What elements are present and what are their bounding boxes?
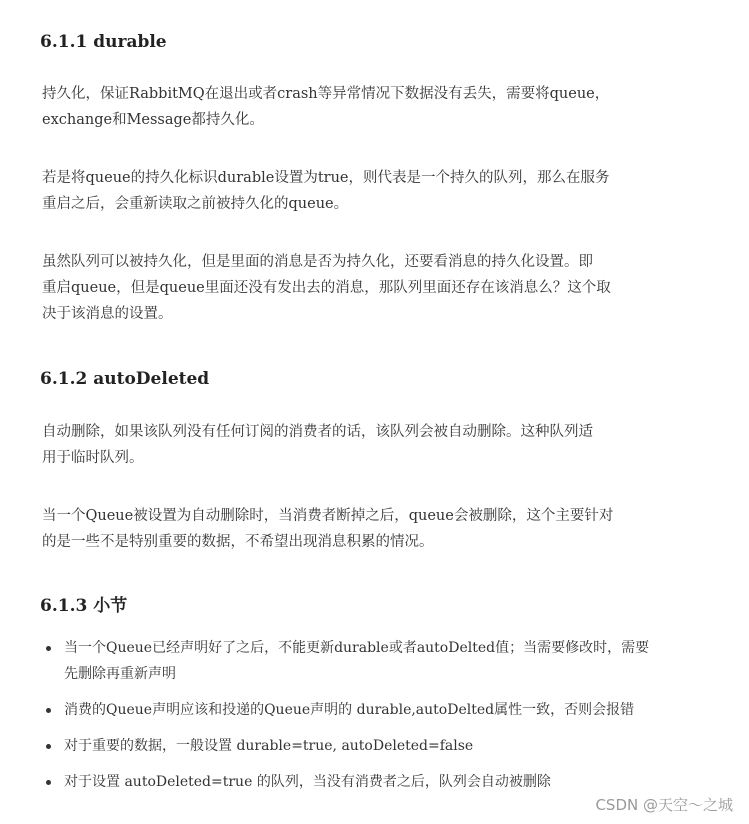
heading-summary: 6.1.3 小节 [40,596,128,616]
text-line: 若是将queue的持久化标识durable设置为true，则代表是一个持久的队列，那么在服务 [42,170,610,186]
paragraph-durable-message [42,249,702,327]
bullet-dot-icon [46,744,51,749]
text-line: 对于重要的数据，一般设置 durable=true, autoDeleted=false [64,738,474,754]
list-item [64,769,704,795]
text-line: 的是一些不是特别重要的数据，不希望出现消息积累的情况。 [42,534,434,550]
text-line: 持久化，保证RabbitMQ在退出或者crash等异常情况下数据没有丢失，需要将queue， [42,86,610,102]
bullet-dot-icon [46,780,51,785]
paragraph-autodeleted-detail [42,503,702,555]
text-line: 先删除再重新声明 [64,666,176,682]
list-item [64,733,704,759]
text-line: 当一个Queue已经声明好了之后，不能更新durable或者autoDelted值；当需要修改时，需要 [64,640,650,656]
text-line: 重启queue，但是queue里面还没有发出去的消息，那队列里面还存在该消息么？这个取 [42,280,611,296]
text-line: 决于该消息的设置。 [42,306,173,322]
paragraph-durable-true [42,165,702,217]
paragraph-autodeleted-intro [42,419,702,471]
text-line: 虽然队列可以被持久化，但是里面的消息是否为持久化，还要看消息的持久化设置。即 [42,254,593,270]
text-line: 消费的Queue声明应该和投递的Queue声明的 durable,autoDelted属性一致，否则会报错 [64,702,635,718]
text-line: 重启之后，会重新读取之前被持久化的queue。 [42,196,349,212]
csdn-watermark: CSDN @天空～之城 [595,796,733,814]
list-item [64,635,704,687]
bullet-dot-icon [46,646,51,651]
text-line: 对于设置 autoDeleted=true 的队列，当没有消费者之后，队列会自动被删除 [64,774,551,790]
text-line: 用于临时队列。 [42,450,144,466]
heading-autodeleted: 6.1.2 autoDeleted [40,369,210,389]
text-line: exchange和Message都持久化。 [42,112,264,128]
heading-durable: 6.1.1 durable [40,32,167,52]
bullet-dot-icon [46,708,51,713]
paragraph-durable-intro [42,81,702,133]
text-line: 自动删除，如果该队列没有任何订阅的消费者的话，该队列会被自动删除。这种队列适 [42,424,593,440]
list-item [64,697,704,723]
text-line: 当一个Queue被设置为自动删除时，当消费者断掉之后，queue会被删除，这个主要针对 [42,508,614,524]
